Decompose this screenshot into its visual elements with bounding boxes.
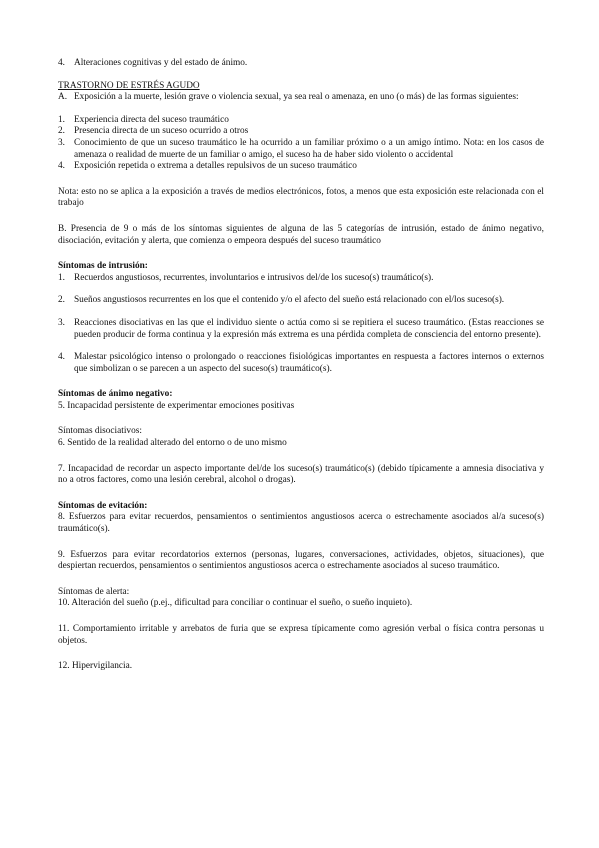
avoidance-item-9: 9. Esfuerzos para evitar recordatorios externos (personas, lugares, conversaciones, actividades, objetos, situaciones), que despiertan recuerdos, pensamientos o sentimientos angustiosos acerca o estrechamente asociados al suceso traumático. [58, 549, 544, 572]
list-text: Alteraciones cognitivas y del estado de ánimo. [74, 58, 248, 68]
list-number: 3. [58, 317, 65, 328]
negative-item: 5. Incapacidad persistente de experimentar emociones positivas [58, 400, 295, 411]
list-item [58, 295, 544, 307]
list-text: Exposición repetida o extrema a detalles repulsivos de un suceso traumático [74, 161, 357, 172]
criterion-text: Exposición a la muerte, lesión grave o violencia sexual, ya sea real o amenaza, en uno (o más) de las formas siguientes: [74, 92, 519, 103]
list-text: Presencia directa de un suceso ocurrido a otros [74, 126, 249, 137]
list-number: 2. [58, 295, 65, 306]
document-content [58, 58, 544, 673]
list-item [58, 318, 544, 341]
negative-heading: Síntomas de ánimo negativo: [58, 389, 173, 400]
list-text: Recuerdos angustiosos, recurrentes, involuntarios e intrusivos del/de los suceso(s) traumático(s). [74, 272, 434, 283]
list-text: Malestar psicológico intenso o prolongado o reacciones fisiológicas importantes en respuesta a factores internos o externos que simbolizan o se parecen a un aspecto del suceso(s) traumático(s). [74, 352, 544, 374]
criterion-b: B. Presencia de 9 o más de los síntomas siguientes de alguna de las 5 categorías de intrusión, estado de ánimo negativo, disociación, evitación y alerta, que comienza o empeora después del suceso traumático [58, 223, 544, 246]
list-item [58, 273, 544, 285]
criterion-letter: A. [58, 92, 68, 103]
alert-item-10: 10. Alteración del sueño (p.ej., dificultad para conciliar o continuar el sueño, o sueño inquieto). [58, 598, 413, 609]
section-title: TRASTORNO DE ESTRÉS AGUDO [58, 80, 200, 91]
list-number: 1. [58, 114, 65, 125]
list-number: 4. [58, 58, 65, 68]
dissociative-item-7: 7. Incapacidad de recordar un aspecto importante del/de los suceso(s) traumático(s) (debido típicamente a amnesia disociativa y no a otros factores, como una lesión cerebral, alcohol o drogas). [58, 463, 544, 486]
alert-item-11: 11. Comportamiento irritable y arrebatos de furia que se expresa típicamente como agresión verbal o física contra personas u objetos. [58, 624, 544, 646]
list-text: Reacciones disociativas en las que el individuo siente o actúa como si se repitiera el suceso traumático. (Estas reacciones se pueden producir de forma continua y la expresión más extrema es una pérdida completa de consciencia del entorno presente). [74, 317, 544, 340]
list-item [58, 126, 544, 138]
avoidance-item-8: 8. Esfuerzos para evitar recuerdos, pensamientos o sentimientos angustiosos acerca o estrechamente asociados al/a suceso(s) traumático(s). [58, 512, 544, 535]
list-item [58, 138, 544, 161]
alert-item-12: 12. Hipervigilancia. [58, 661, 133, 672]
criterion-a [58, 92, 544, 104]
list-text: Conocimiento de que un suceso traumático le ha ocurrido a un familiar próximo o a un amigo íntimo. Nota: en los casos de amenaza o realidad de muerte de un familiar o amigo, el suceso ha de haber sido violento o accidental [74, 137, 544, 160]
list-item [58, 161, 544, 173]
list-item-top-4 [58, 58, 544, 70]
list-number: 4. [58, 352, 65, 363]
dissociative-item-6: 6. Sentido de la realidad alterado del entorno o de uno mismo [58, 438, 287, 449]
list-number: 3. [58, 137, 65, 148]
alert-heading: Síntomas de alerta: [58, 586, 130, 597]
list-item [58, 115, 544, 127]
list-text: Sueños angustiosos recurrentes en los que el contenido y/o el afecto del sueño está relacionado con el/los suceso(s). [74, 295, 505, 306]
list-text: Experiencia directa del suceso traumático [74, 114, 229, 125]
dissociative-heading: Síntomas disociativos: [58, 426, 142, 437]
list-number: 2. [58, 126, 65, 137]
list-item [58, 352, 544, 375]
intrusion-heading: Síntomas de intrusión: [58, 261, 148, 272]
list-number: 1. [58, 272, 65, 283]
avoidance-heading: Síntomas de evitación: [58, 500, 148, 511]
note-paragraph: Nota: esto no se aplica a la exposición a través de medios electrónicos, fotos, a menos que esta exposición este relacionada con el trabajo [58, 186, 544, 209]
list-number: 4. [58, 161, 65, 172]
